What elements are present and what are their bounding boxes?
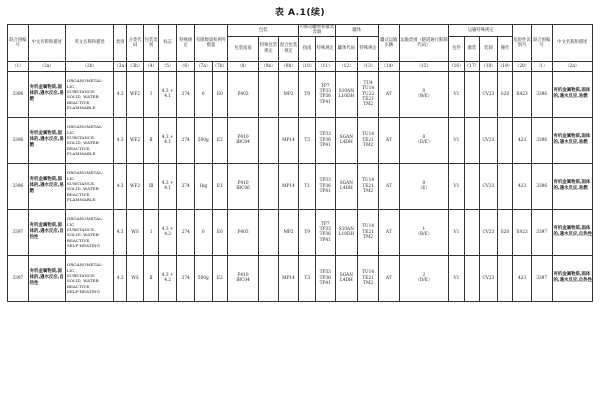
tank-special-provision-line: TU22 <box>362 91 375 97</box>
un-number-cell: 3396 <box>8 71 29 117</box>
un-number-2-cell: 3397 <box>531 209 552 255</box>
column-number: （9a） <box>259 61 279 71</box>
column-number: （5） <box>158 61 177 71</box>
labels-line: 4.3 + <box>161 226 174 232</box>
classification-code-cell: WS <box>126 209 144 255</box>
tank-special-provision-line: TM2 <box>363 189 374 195</box>
tank-code-cell <box>335 209 358 255</box>
tank-code-cell <box>335 117 358 163</box>
english-name-cell <box>65 255 114 301</box>
dangerous-goods-table <box>7 24 593 302</box>
tank-code-cell <box>335 255 358 301</box>
excepted-quantity-cell: E2 <box>212 117 228 163</box>
transport-category-cell <box>399 209 449 255</box>
tank-special-provision-line: TE21 <box>362 183 374 189</box>
tank-code-cell <box>335 163 358 209</box>
tank-special-line: TP33 <box>319 226 331 232</box>
chinese-name-2-cell: 有机金属物质,固体的,遇水反应,自热性 <box>552 209 592 255</box>
header-loading: 装卸 <box>480 36 498 61</box>
un-number-cell: 3397 <box>8 255 29 301</box>
labels-line: 4.3 + <box>161 272 174 278</box>
loading-cell: CV23 <box>480 209 498 255</box>
labels-line: 4.1 <box>164 140 172 146</box>
tank-code-cell <box>335 71 358 117</box>
chinese-name-cell: 有机金属物质,固体的,遇水反应,易燃 <box>28 163 65 209</box>
special-provisions-cell: 274 <box>177 71 195 117</box>
english-name-line: ORGANOMETAL- <box>66 124 104 130</box>
chinese-name-2-cell: 有机金属物质,固体的,遇水反应,易燃 <box>552 71 592 117</box>
english-name-line: SUBSTANCE, <box>66 227 96 233</box>
packing-instruction-line: P410 <box>237 180 249 186</box>
column-number: （8） <box>228 61 259 71</box>
tank-special-provision-line: TU14 <box>362 270 375 276</box>
labels-line: 4.1 <box>164 94 172 100</box>
tank-special-provision-line: TE21 <box>362 137 374 143</box>
english-name-line: SOLID, WATER- <box>66 232 101 238</box>
english-name-cell <box>65 163 114 209</box>
column-number: （4） <box>144 61 158 71</box>
un-number-cell: 3396 <box>8 163 29 209</box>
tank-special-line: TP33 <box>319 132 331 138</box>
header-special-packing: 特殊包装规定 <box>259 36 279 61</box>
tank-special-provision-cell <box>358 209 379 255</box>
header-class: 类别 <box>114 25 126 62</box>
table-body <box>8 71 593 301</box>
header-packing-instructions: 包装指南 <box>228 36 259 61</box>
labels-cell <box>158 71 177 117</box>
loading-cell: CV23 <box>480 163 498 209</box>
special-packing-cell <box>259 71 279 117</box>
labels-cell <box>158 209 177 255</box>
tank-vehicle-cell: AT <box>378 209 399 255</box>
tank-special-line: TP36 <box>319 137 331 143</box>
tank-special-provision-cell <box>358 117 379 163</box>
excepted-quantity-cell: E1 <box>212 163 228 209</box>
packages-cell: V1 <box>449 255 465 301</box>
tank-code-line: S10AN <box>338 226 355 232</box>
transport-category-line: （D/E） <box>415 140 433 146</box>
column-number: （2b） <box>65 61 114 71</box>
transport-category-line: 1 <box>422 226 426 232</box>
tank-special-cell <box>315 163 335 209</box>
tank-special-provision-cell <box>358 163 379 209</box>
tank-code-line: SGAN <box>339 180 354 186</box>
transport-category-line: 0 <box>422 134 426 140</box>
tank-special-line: TP41 <box>319 189 331 195</box>
header-tanks: 罐体 <box>335 25 378 37</box>
english-name-cell <box>65 117 114 163</box>
limited-quantity-cell: 0 <box>194 209 212 255</box>
tank-special-cell <box>315 117 335 163</box>
class-cell: 4.3 <box>114 255 126 301</box>
tank-special-line: TP41 <box>319 99 331 105</box>
tank-special-provision-line: TM2 <box>363 143 374 149</box>
tank-code-line: L4DH <box>340 186 353 192</box>
tank-special-cell <box>315 209 335 255</box>
header-chinese-name-2: 中文名称和描述 <box>552 25 592 62</box>
tank-code-line: L10DH <box>338 232 355 238</box>
un-number-2-cell: 3396 <box>531 163 552 209</box>
hazard-id-cell: 423 <box>513 255 532 301</box>
english-name-line: SELF-HEATING <box>66 242 100 248</box>
classification-code-cell: WS <box>126 255 144 301</box>
excepted-quantity-cell: E0 <box>212 209 228 255</box>
operation-cell: S20 <box>497 71 513 117</box>
tank-special-line: TP36 <box>319 183 331 189</box>
mixed-packing-cell: MP2 <box>278 209 299 255</box>
header-packages: 包件 <box>449 36 465 61</box>
tank-special-provision-line: TU14 <box>362 178 375 184</box>
tank-special-line: TP33 <box>319 270 331 276</box>
loading-cell: CV23 <box>480 255 498 301</box>
operation-cell <box>497 117 513 163</box>
un-number-2-cell: 3397 <box>531 255 552 301</box>
column-number: （19） <box>497 61 513 71</box>
english-name-line: REACTIVE, <box>66 99 91 105</box>
english-name-line: REACTIVE, <box>66 191 91 197</box>
tank-instruction-cell: T9 <box>299 71 316 117</box>
bulk-cell <box>464 117 480 163</box>
english-name-line: ORGANOMETAL- <box>66 262 104 268</box>
column-number: （20） <box>513 61 532 71</box>
transport-category-cell <box>399 163 449 209</box>
packages-cell: V1 <box>449 71 465 117</box>
hazard-id-cell: X423 <box>513 71 532 117</box>
column-number: （7b） <box>212 61 228 71</box>
column-number: （18） <box>480 61 498 71</box>
un-number-cell: 3397 <box>8 209 29 255</box>
tank-special-provision-line: TE21 <box>362 97 374 103</box>
column-number: （17） <box>464 61 480 71</box>
tank-instruction-cell: T3 <box>299 117 316 163</box>
operation-cell <box>497 163 513 209</box>
classification-code-cell: WF2 <box>126 71 144 117</box>
class-cell: 4.3 <box>114 209 126 255</box>
packing-instruction-line: IBC04 <box>236 278 250 284</box>
header-limited-quantities: 有限数量和例外数量 <box>194 25 227 62</box>
column-number: （6） <box>177 61 195 71</box>
column-number: （3a） <box>114 61 126 71</box>
tank-code-line: SGAN <box>339 134 354 140</box>
header-labels: 标志 <box>158 25 177 62</box>
packing-instruction-line: IBC06 <box>236 186 250 192</box>
column-number: （15） <box>399 61 449 71</box>
tank-special-line: TP36 <box>319 275 331 281</box>
tank-special-provision-line: TM2 <box>363 281 374 287</box>
header-packaging: 包装 <box>228 25 299 37</box>
tank-vehicle-cell: AT <box>378 163 399 209</box>
tank-special-provision-cell <box>358 71 379 117</box>
special-packing-cell <box>259 209 279 255</box>
transport-category-cell <box>399 71 449 117</box>
header-mixed-packing: 混合包装规定 <box>278 36 299 61</box>
packages-cell: V1 <box>449 163 465 209</box>
labels-cell <box>158 255 177 301</box>
english-name-line: SELF-HEATING <box>66 288 100 294</box>
hazard-id-cell: 423 <box>513 163 532 209</box>
labels-line: 4.3 + <box>161 180 174 186</box>
header-special-transport: 运输特殊规定 <box>449 25 513 37</box>
english-name-line: ORGANOMETAL- <box>66 78 104 84</box>
column-number: （16） <box>449 61 465 71</box>
limited-quantity-cell: 1kg <box>194 163 212 209</box>
column-number: （2a） <box>552 61 592 71</box>
table-row <box>8 117 593 163</box>
packing-instruction-line: P403 <box>237 91 249 97</box>
table-title: 表 A.1(续) <box>274 8 326 18</box>
operation-cell <box>497 255 513 301</box>
packing-group-cell: Ⅱ <box>144 117 158 163</box>
header-special-provisions: 特殊规定 <box>177 25 195 62</box>
tank-code-line: S10AN <box>338 88 355 94</box>
special-packing-cell <box>259 117 279 163</box>
special-provisions-cell: 274 <box>177 163 195 209</box>
tank-special-provision-cell <box>358 255 379 301</box>
header-tank-code: 罐体代码 <box>335 36 358 61</box>
column-number: （9b） <box>278 61 299 71</box>
table-row <box>8 255 593 301</box>
limited-quantity-cell: 0 <box>194 71 212 117</box>
table-row <box>8 71 593 117</box>
mixed-packing-cell: MP2 <box>278 71 299 117</box>
packing-group-cell: Ⅱ <box>144 255 158 301</box>
tank-special-line: TP33 <box>319 88 331 94</box>
packing-instruction-cell <box>228 163 259 209</box>
english-name-line: LIC <box>66 267 75 273</box>
english-name-line: SUBSTANCE, <box>66 273 96 279</box>
labels-cell <box>158 163 177 209</box>
tank-special-provision-line: TU14 <box>362 132 375 138</box>
tank-special-provision-line: TU14 <box>362 86 375 92</box>
tank-vehicle-cell: AT <box>378 71 399 117</box>
hazard-id-cell: X423 <box>513 209 532 255</box>
packing-instruction-cell <box>228 255 259 301</box>
english-name-line: REACTIVE, <box>66 145 91 151</box>
transport-category-line: 2 <box>422 272 426 278</box>
transport-category-line: （B/E） <box>415 232 433 238</box>
labels-line: 4.2 <box>164 232 172 238</box>
packages-cell: V1 <box>449 209 465 255</box>
column-number-row <box>8 61 593 71</box>
chinese-name-cell: 有机金属物质,固体的,遇水反应,自热性 <box>28 209 65 255</box>
excepted-quantity-cell: E0 <box>212 71 228 117</box>
tank-vehicle-cell: AT <box>378 117 399 163</box>
header-chinese-name: 中文名称和描述 <box>28 25 65 62</box>
special-packing-cell <box>259 255 279 301</box>
tank-special-line: TP7 <box>320 83 330 89</box>
english-name-line: FLAMMABLE <box>66 104 96 110</box>
special-provisions-cell: 274 <box>177 255 195 301</box>
packing-instruction-line: P410 <box>237 134 249 140</box>
chinese-name-2-cell: 有机金属物质,固体的,遇水反应,自热性 <box>552 255 592 301</box>
tank-special-line: TP33 <box>319 178 331 184</box>
transport-category-line: 0 <box>422 180 426 186</box>
column-number: （3b） <box>126 61 144 71</box>
limited-quantity-cell: 500g <box>194 117 212 163</box>
tank-special-provision-line: TE21 <box>362 275 374 281</box>
class-cell: 4.3 <box>114 71 126 117</box>
column-number: （1） <box>531 61 552 71</box>
tank-special-line: TP36 <box>319 94 331 100</box>
column-number: （7a） <box>194 61 212 71</box>
hazard-id-cell: 423 <box>513 117 532 163</box>
tank-code-line: L4DH <box>340 278 353 284</box>
english-name-line: LIC <box>66 221 75 227</box>
column-number: （14） <box>378 61 399 71</box>
tank-special-line: TP41 <box>319 143 331 149</box>
excepted-quantity-cell: E2 <box>212 255 228 301</box>
tank-special-provision-line: TU4 <box>363 80 373 86</box>
english-name-cell <box>65 209 114 255</box>
tank-special-line: TP36 <box>319 232 331 238</box>
tank-special-line: TP41 <box>319 281 331 287</box>
english-name-line: LIC <box>66 83 75 89</box>
tank-instruction-cell: T1 <box>299 163 316 209</box>
header-tank-special-provisions: 特殊规定 <box>358 36 379 61</box>
tank-vehicle-cell: AT <box>378 255 399 301</box>
loading-cell: CV23 <box>480 117 498 163</box>
packing-instruction-line: P410 <box>237 272 249 278</box>
header-transport-category: 运输类别（隧道通行限制代码） <box>399 25 449 62</box>
header-tank-vehicle: 罐式运输车辆 <box>378 25 399 62</box>
labels-line: 4.2 <box>164 278 172 284</box>
chinese-name-cell: 有机金属物质,固体的,遇水反应,易燃 <box>28 117 65 163</box>
mixed-packing-cell: MP14 <box>278 117 299 163</box>
tank-special-provision-line: TE21 <box>362 229 374 235</box>
table-row <box>8 209 593 255</box>
tank-code-line: L4DH <box>340 140 353 146</box>
bulk-cell <box>464 71 480 117</box>
tank-special-provision-line: TU14 <box>362 224 375 230</box>
header-english-name: 英文名称和描述 <box>65 25 114 62</box>
chinese-name-cell: 有机金属物质,固体的,遇水反应,自热性 <box>28 255 65 301</box>
special-provisions-cell: 274 <box>177 209 195 255</box>
english-name-line: SUBSTANCE, <box>66 135 96 141</box>
transport-category-cell <box>399 117 449 163</box>
transport-category-line: （E） <box>418 186 430 192</box>
packing-instruction-cell <box>228 209 259 255</box>
column-number: （1） <box>8 61 29 71</box>
class-cell: 4.3 <box>114 163 126 209</box>
english-name-line: ORGANOMETAL- <box>66 216 104 222</box>
un-number-2-cell: 3396 <box>531 117 552 163</box>
special-packing-cell <box>259 163 279 209</box>
mixed-packing-cell: MP14 <box>278 163 299 209</box>
bulk-cell <box>464 255 480 301</box>
transport-category-cell <box>399 255 449 301</box>
header-un-number-2: 联合国编号 <box>531 25 552 62</box>
header-tank-special: 特殊规定 <box>315 36 335 61</box>
packages-cell: V1 <box>449 117 465 163</box>
english-name-cell <box>65 71 114 117</box>
tank-special-provision-line: TM2 <box>363 235 374 241</box>
classification-code-cell: WF2 <box>126 163 144 209</box>
packing-group-cell: Ⅰ <box>144 71 158 117</box>
bulk-cell <box>464 209 480 255</box>
tank-special-provision-line: TM2 <box>363 102 374 108</box>
tank-instruction-cell: T9 <box>299 209 316 255</box>
labels-cell <box>158 117 177 163</box>
english-name-line: SOLID, WATER- <box>66 278 101 284</box>
english-name-line: FLAMMABLE <box>66 196 96 202</box>
bulk-cell <box>464 163 480 209</box>
english-name-line: ORGANOMETAL- <box>66 170 104 176</box>
english-name-line: REACTIVE, <box>66 237 91 243</box>
english-name-line: SUBSTANCE, <box>66 181 96 187</box>
transport-category-line: （B/E） <box>415 94 433 100</box>
chinese-name-cell: 有机金属物质,固体的,遇水反应,易燃 <box>28 71 65 117</box>
chinese-name-2-cell: 有机金属物质,固体的,遇水反应,易燃 <box>552 163 592 209</box>
classification-code-cell: WF2 <box>126 117 144 163</box>
header-hazard-id: 危险性识别号 <box>513 25 532 62</box>
packing-instruction-cell <box>228 71 259 117</box>
english-name-line: LIC <box>66 129 75 135</box>
column-number: （11） <box>315 61 335 71</box>
table-row <box>8 163 593 209</box>
column-number: （10） <box>299 61 316 71</box>
labels-line: 4.3 + <box>161 134 174 140</box>
header-classification-code: 分类代码 <box>126 25 144 62</box>
packing-instruction-line: P403 <box>237 229 249 235</box>
packing-group-cell: Ⅰ <box>144 209 158 255</box>
tank-special-cell <box>315 255 335 301</box>
packing-group-cell: Ⅲ <box>144 163 158 209</box>
chinese-name-2-cell: 有机金属物质,固体的,遇水反应,易燃 <box>552 117 592 163</box>
un-number-cell: 3396 <box>8 117 29 163</box>
labels-line: 4.3 + <box>161 88 174 94</box>
column-number: （13） <box>358 61 379 71</box>
header-un-number: 联合国编号 <box>8 25 29 62</box>
header-tank-instructions: 指南 <box>299 36 316 61</box>
tank-instruction-cell: T3 <box>299 255 316 301</box>
operation-cell: S20 <box>497 209 513 255</box>
header-bulk: 散装 <box>464 36 480 61</box>
loading-cell: CV23 <box>480 71 498 117</box>
tank-special-line: TP41 <box>319 237 331 243</box>
tank-code-line: L10DH <box>338 94 355 100</box>
header-packing-group: 包装类别 <box>144 25 158 62</box>
packing-instruction-cell <box>228 117 259 163</box>
labels-line: 4.1 <box>164 186 172 192</box>
tank-special-line: TP7 <box>320 221 330 227</box>
english-name-line: FLAMMABLE <box>66 150 96 156</box>
english-name-line: REACTIVE, <box>66 283 91 289</box>
english-name-line: SUBSTANCE, <box>66 89 96 95</box>
transport-category-line: （D/E） <box>415 278 433 284</box>
english-name-line: LIC <box>66 175 75 181</box>
header-operation: 操作 <box>497 36 513 61</box>
limited-quantity-cell: 500g <box>194 255 212 301</box>
english-name-line: SOLID, WATER- <box>66 94 101 100</box>
class-cell: 4.3 <box>114 117 126 163</box>
mixed-packing-cell: MP14 <box>278 255 299 301</box>
special-provisions-cell: 274 <box>177 117 195 163</box>
tank-special-cell <box>315 71 335 117</box>
tank-code-line: SGAN <box>339 272 354 278</box>
english-name-line: SOLID, WATER- <box>66 140 101 146</box>
table-header <box>8 25 593 72</box>
column-number: （2a） <box>28 61 65 71</box>
transport-category-line: 0 <box>422 88 426 94</box>
english-name-line: SOLID, WATER- <box>66 186 101 192</box>
header-portable-tanks: 可移动罐柜和散装容器 <box>299 25 335 36</box>
un-number-2-cell: 3396 <box>531 71 552 117</box>
packing-instruction-line: IBC04 <box>236 140 250 146</box>
column-number: （12） <box>335 61 358 71</box>
